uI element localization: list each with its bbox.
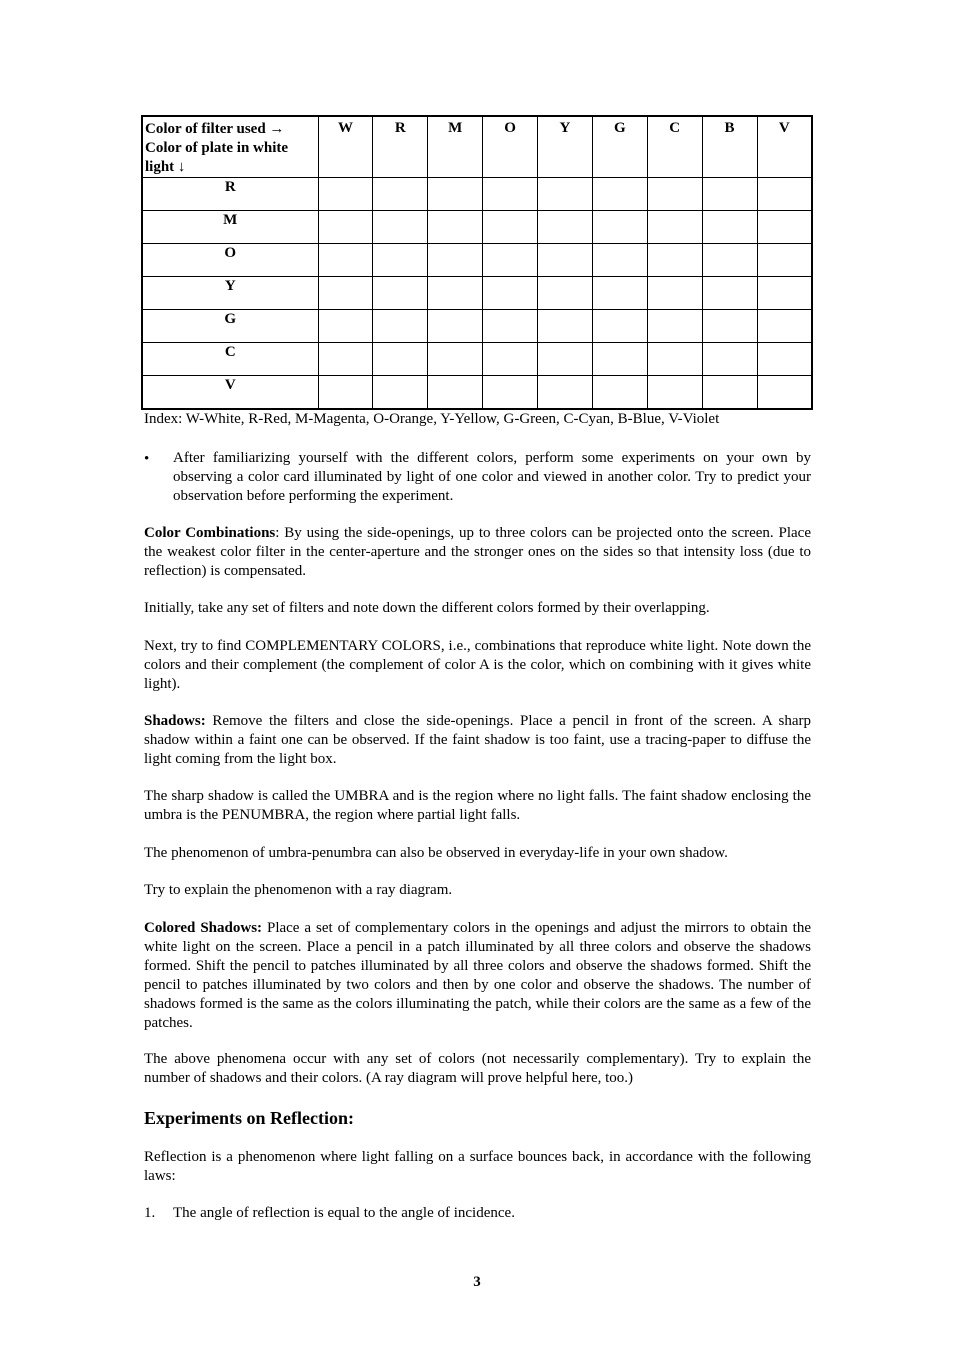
column-header: O	[483, 116, 538, 178]
table-cell	[647, 178, 702, 211]
table-cell	[318, 376, 373, 409]
table-cell	[538, 244, 593, 277]
list-item-number: 1.	[144, 1205, 156, 1221]
column-header: G	[592, 116, 647, 178]
table-cell	[483, 211, 538, 244]
table-cell	[428, 376, 483, 409]
table-cell	[647, 244, 702, 277]
table-row	[142, 376, 812, 409]
table-cell	[757, 178, 812, 211]
column-header: Y	[538, 116, 593, 178]
table-row	[142, 244, 812, 277]
table-cell	[647, 277, 702, 310]
table-cell	[538, 376, 593, 409]
table-cell	[318, 310, 373, 343]
table-row	[142, 211, 812, 244]
table-cell	[647, 343, 702, 376]
table-cell	[538, 178, 593, 211]
table-corner-header	[142, 116, 318, 178]
table-cell	[702, 343, 757, 376]
paragraph-lead: Colored Shadows:	[144, 920, 263, 936]
table-cell	[757, 376, 812, 409]
table-cell	[592, 310, 647, 343]
table-row	[142, 310, 812, 343]
section-heading-reflection: Experiments on Reflection:	[144, 1108, 354, 1128]
paragraph-complementary: Next, try to find COMPLEMENTARY COLORS, i.e., combinations that reproduce white light. Note down the colors and their complement (the complement of color A is the color, which on combining with it gives white light).	[144, 638, 811, 692]
paragraph-body: : By using the side-openings, up to three colors can be projected onto the screen. Place the weakest color filter in the center-aperture and the stronger ones on the sides so that intensity loss (due to reflection) is compensated.	[144, 525, 811, 579]
table-cell	[428, 178, 483, 211]
table-cell	[702, 310, 757, 343]
paragraph-colored-shadows	[144, 919, 811, 1033]
paragraph-body: Place a set of complementary colors in the openings and adjust the mirrors to obtain the white light on the screen. Place a pencil in a patch illuminated by all three colors and observe the shadows formed. Shift the pencil to patches illuminated by all three colors and observe the shadows formed. Shift the pencil to patches illuminated by two colors and then by one color and observe the shadows. The number of shadows formed is the same as the colors illuminating the patch, while their colors are the same as a few of the patches.	[144, 920, 811, 1031]
corner-line-2: Color of plate in white	[145, 140, 289, 156]
page-number: 3	[473, 1274, 481, 1290]
table-cell	[373, 343, 428, 376]
list-item-text: The angle of reflection is equal to the angle of incidence.	[173, 1205, 515, 1221]
column-header: B	[702, 116, 757, 178]
paragraph-lead: Color Combinations	[144, 525, 276, 541]
table-cell	[592, 343, 647, 376]
table-cell	[483, 343, 538, 376]
table-cell	[592, 376, 647, 409]
paragraph-umbra: The sharp shadow is called the UMBRA and is the region where no light falls. The faint shadow enclosing the umbra is the PENUMBRA, the region where partial light falls.	[144, 788, 811, 823]
column-header: R	[373, 116, 428, 178]
paragraph-initially: Initially, take any set of filters and note down the different colors formed by their overlapping.	[144, 600, 710, 616]
table-row	[142, 343, 812, 376]
table-cell	[318, 178, 373, 211]
color-observation-table	[141, 115, 813, 410]
table-cell	[483, 244, 538, 277]
table-cell	[428, 244, 483, 277]
table-cell	[702, 211, 757, 244]
paragraph-everyday: The phenomenon of umbra-penumbra can also be observed in everyday-life in your own shadow.	[144, 845, 728, 861]
table-cell	[483, 376, 538, 409]
table-cell	[318, 277, 373, 310]
table-cell	[702, 277, 757, 310]
table-cell	[647, 211, 702, 244]
row-header: G	[142, 310, 318, 343]
table-cell	[538, 310, 593, 343]
table-cell	[592, 211, 647, 244]
table-cell	[318, 244, 373, 277]
table-cell	[373, 244, 428, 277]
table-row	[142, 277, 812, 310]
table-row	[142, 178, 812, 211]
table-cell	[757, 343, 812, 376]
paragraph-above-phenomena: The above phenomena occur with any set of colors (not necessarily complementary). Try to explain the number of shadows and their colors. (A ray diagram will prove helpful here, too.)	[144, 1051, 811, 1086]
paragraph-body: Remove the filters and close the side-openings. Place a pencil in front of the screen. A sharp shadow within a faint one can be observed. If the faint shadow is too faint, use a tracing-paper to diffuse the light coming from the light box.	[144, 713, 811, 767]
row-header: O	[142, 244, 318, 277]
paragraph-color-combinations	[144, 524, 811, 581]
table-cell	[538, 211, 593, 244]
table-cell	[428, 310, 483, 343]
table-cell	[702, 244, 757, 277]
table-cell	[318, 343, 373, 376]
table-cell	[373, 211, 428, 244]
table-cell	[373, 178, 428, 211]
table-cell	[592, 277, 647, 310]
table-cell	[428, 343, 483, 376]
table-cell	[592, 178, 647, 211]
table-cell	[757, 244, 812, 277]
table-cell	[538, 343, 593, 376]
table-cell	[757, 277, 812, 310]
table-cell	[428, 211, 483, 244]
table-cell	[318, 211, 373, 244]
table-cell	[592, 244, 647, 277]
table-cell	[428, 277, 483, 310]
bullet-paragraph: After familiarizing yourself with the different colors, perform some experiments on your own by observing a color card illuminated by light of one color and viewed in another color. Try to predict your observation before performing the experiment.	[173, 450, 811, 504]
table-cell	[538, 277, 593, 310]
table-index-note: Index: W-White, R-Red, M-Magenta, O-Orange, Y-Yellow, G-Green, C-Cyan, B-Blue, V-Violet	[144, 411, 720, 427]
paragraph-reflection-intro: Reflection is a phenomenon where light falling on a surface bounces back, in accordance with the following laws:	[144, 1149, 811, 1184]
table-cell	[757, 211, 812, 244]
row-header: Y	[142, 277, 318, 310]
column-header: M	[428, 116, 483, 178]
paragraph-lead: Shadows:	[144, 713, 206, 729]
row-header: C	[142, 343, 318, 376]
column-header: C	[647, 116, 702, 178]
corner-line-1: Color of filter used →	[145, 121, 285, 137]
table-cell	[483, 310, 538, 343]
table-cell	[702, 376, 757, 409]
table-cell	[483, 178, 538, 211]
table-cell	[373, 376, 428, 409]
column-header: V	[757, 116, 812, 178]
row-header: M	[142, 211, 318, 244]
column-header: W	[318, 116, 373, 178]
table-cell	[757, 310, 812, 343]
table-cell	[483, 277, 538, 310]
row-header: R	[142, 178, 318, 211]
row-header: V	[142, 376, 318, 409]
table-cell	[647, 376, 702, 409]
table-cell	[647, 310, 702, 343]
table-cell	[702, 178, 757, 211]
table-cell	[373, 310, 428, 343]
table-cell	[373, 277, 428, 310]
paragraph-shadows	[144, 712, 811, 769]
table-header-row	[142, 116, 812, 178]
paragraph-ray-diagram: Try to explain the phenomenon with a ray diagram.	[144, 882, 453, 898]
corner-line-3: light ↓	[145, 159, 186, 175]
bullet-symbol: •	[144, 451, 150, 467]
